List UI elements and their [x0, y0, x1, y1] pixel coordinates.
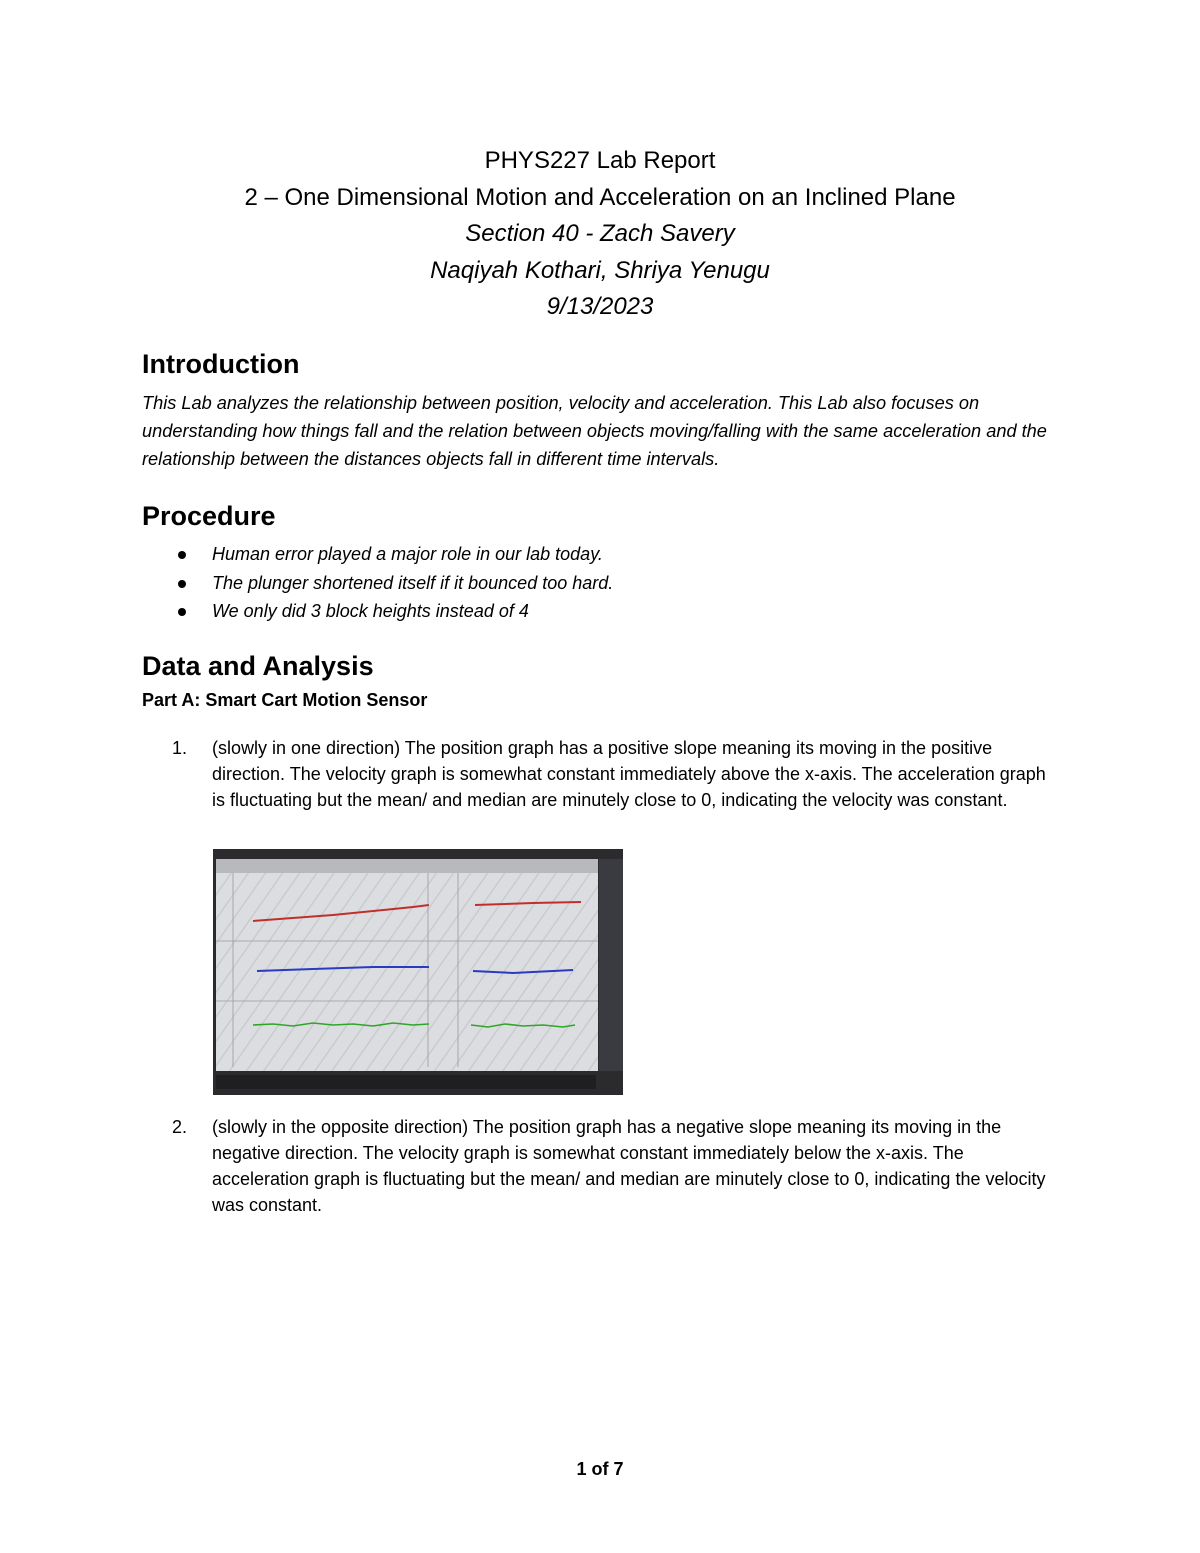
item-text: The position graph has a negative slope meaning its moving in the negative direction. The velocity graph is somewhat constant immediately below the x-axis. The acceleration graph is fluctuating but the mean/ and median are minutely close to 0, indicating the velocity was constant.: [212, 1117, 1046, 1215]
page-number: 1 of 7: [576, 1459, 624, 1479]
list-item: [142, 597, 1062, 626]
item-lead: (slowly in the opposite direction): [212, 1117, 469, 1137]
item-lead: (slowly in one direction): [212, 738, 401, 758]
screen-sidebar: [599, 859, 623, 1071]
bullet-text: The plunger shortened itself if it bounced too hard.: [212, 572, 614, 593]
list-item: [142, 569, 1062, 598]
procedure-list: [142, 540, 1062, 626]
item-number: 1.: [172, 738, 188, 758]
lab-title: 2 – One Dimensional Motion and Acceleration on an Inclined Plane: [244, 183, 956, 211]
item-number: 2.: [172, 1117, 188, 1137]
sensor-graph-photo: [213, 849, 623, 1095]
authors-line: Naqiyah Kothari, Shriya Yenugu: [430, 256, 770, 284]
bullet-text: Human error played a major role in our lab today.: [212, 544, 603, 564]
date-line: 9/13/2023: [546, 293, 654, 320]
report-title: PHYS227 Lab Report: [484, 147, 716, 174]
bullet-icon: [178, 608, 186, 616]
item-text: The position graph has a positive slope meaning its moving in the positive direction. The velocity graph is somewhat constant immediately above the x-axis. The acceleration graph is fluctuating but the mean/ and median are minutely close to 0, indicating the velocity was constant.: [212, 738, 1046, 810]
section-line: Section 40 - Zach Savery: [465, 220, 735, 247]
bullet-icon: [178, 551, 186, 559]
title-block: [0, 143, 1200, 326]
list-item: [142, 540, 1062, 569]
part-a-heading: Part A: Smart Cart Motion Sensor: [142, 690, 428, 710]
introduction-heading: Introduction: [142, 349, 300, 379]
bullet-icon: [178, 580, 186, 588]
introduction-text: This Lab analyzes the relationship between position, velocity and acceleration. This Lab also focuses on understanding how things fall and the relation between objects moving/falling with the same acceleration and the relationship between the distances objects fall in different time intervals.: [142, 393, 1047, 470]
data-analysis-heading: Data and Analysis: [142, 651, 374, 681]
analysis-item-1: [142, 735, 1062, 813]
screen-toolbar: [216, 859, 598, 873]
bullet-text: We only did 3 block heights instead of 4: [212, 601, 529, 621]
procedure-heading: Procedure: [142, 501, 276, 531]
screen-taskbar: [216, 1075, 596, 1089]
analysis-item-2: [142, 1114, 1062, 1218]
screen-area: [216, 859, 598, 1071]
